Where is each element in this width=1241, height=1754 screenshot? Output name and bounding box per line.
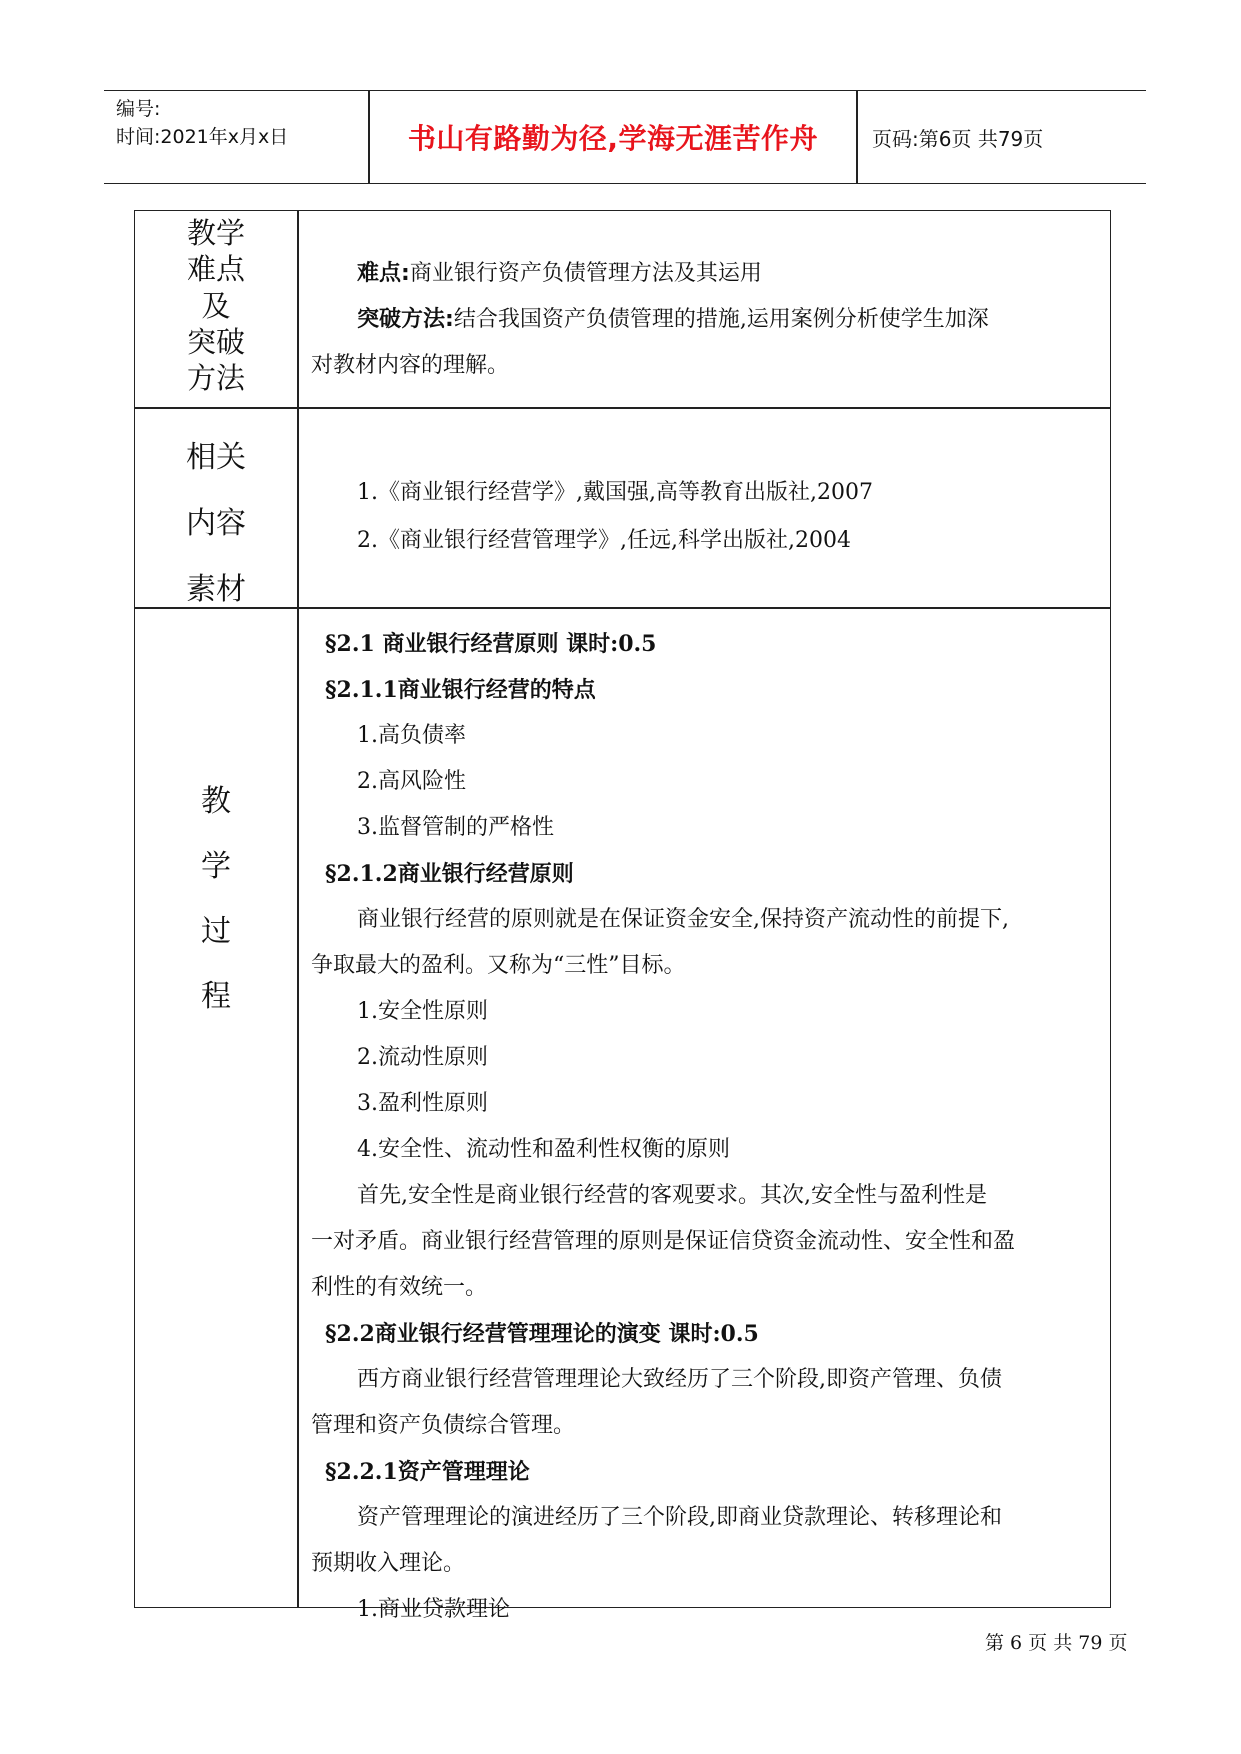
table-row-divider	[135, 407, 1110, 409]
section-heading: §2.1 商业银行经营原则 课时:0.5	[325, 631, 657, 657]
paragraph-line: 管理和资产负债综合管理。	[311, 1413, 576, 1438]
page-header	[104, 90, 1146, 184]
difficulty-text: 商业银行资产负债管理方法及其运用	[409, 261, 762, 286]
list-item: 1.安全性原则	[357, 999, 488, 1024]
list-item: 1.商业贷款理论	[357, 1597, 510, 1622]
label-line: 难点	[186, 252, 245, 287]
label-line: 学	[201, 849, 231, 884]
section-heading: §2.1.2商业银行经营原则	[325, 861, 574, 887]
list-item: 3.盈利性原则	[357, 1091, 488, 1116]
section-heading: §2.2.1资产管理理论	[325, 1459, 530, 1485]
paragraph-line: 首先,安全性是商业银行经营的客观要求。其次,安全性与盈利性是	[357, 1183, 987, 1208]
list-item: 2.《商业银行经营管理学》,任远,科学出版社,2004	[357, 528, 851, 553]
method-text-continued: 对教材内容的理解。	[311, 353, 510, 378]
paragraph-line: 争取最大的盈利。又称为“三性”目标。	[311, 953, 686, 978]
paragraph-line: 商业银行经营的原则就是在保证资金安全,保持资产流动性的前提下,	[357, 907, 1009, 932]
paragraph-line: 资产管理理论的演进经历了三个阶段,即商业贷款理论、转移理论和	[357, 1505, 1002, 1530]
difficulty-title: 难点:	[357, 261, 410, 286]
label-line: 程	[201, 979, 231, 1014]
list-item: 4.安全性、流动性和盈利性权衡的原则	[357, 1137, 730, 1162]
paragraph-line: 预期收入理论。	[311, 1551, 466, 1576]
label-line: 内容	[186, 506, 246, 541]
label-line: 过	[201, 914, 231, 949]
list-item: 3.监督管制的严格性	[357, 815, 554, 840]
label-line: 突破	[186, 324, 245, 359]
label-line: 教	[201, 784, 231, 819]
label-line: 教学	[186, 216, 245, 250]
label-line: 相关	[186, 440, 246, 475]
paragraph-line: 一对矛盾。商业银行经营管理的原则是保证信贷资金流动性、安全性和盈	[311, 1229, 1016, 1254]
label-line: 方法	[186, 361, 245, 395]
row-label-process	[135, 769, 297, 1029]
row-label-difficulty	[135, 215, 297, 396]
difficulty-content	[311, 251, 1101, 389]
list-item: 1.高负债率	[357, 723, 466, 748]
list-item: 2.高风险性	[357, 769, 466, 794]
method-text: 结合我国资产负债管理的措施,运用案例分析使学生加深	[453, 307, 989, 332]
list-item: 2.流动性原则	[357, 1045, 488, 1070]
label-line: 素材	[186, 572, 246, 607]
header-divider	[856, 91, 858, 183]
list-item: 1.《商业银行经营学》,戴国强,高等教育出版社,2007	[357, 480, 873, 505]
header-page-label: 页码:第6页 共79页	[872, 126, 1044, 151]
paragraph-line: 西方商业银行经营管理理论大致经历了三个阶段,即资产管理、负债	[357, 1367, 1002, 1392]
page-footer: 第 6 页 共 79 页	[985, 1632, 1128, 1654]
label-line: 及	[201, 288, 231, 323]
section-heading: §2.1.1商业银行经营的特点	[325, 677, 596, 703]
table-column-divider	[297, 211, 299, 1607]
header-motto: 书山有路勤为径,学海无涯苦作舟	[407, 122, 819, 155]
lesson-table	[134, 210, 1111, 1622]
time-label: 时间:2021年x月x日	[116, 126, 289, 148]
materials-list	[311, 469, 1147, 565]
method-title: 突破方法:	[357, 307, 454, 332]
process-content	[311, 621, 1101, 1633]
paragraph-line: 利性的有效统一。	[311, 1275, 488, 1300]
row-label-materials	[135, 425, 297, 623]
section-heading: §2.2商业银行经营管理理论的演变 课时:0.5	[325, 1321, 759, 1347]
serial-label: 编号:	[116, 98, 161, 120]
